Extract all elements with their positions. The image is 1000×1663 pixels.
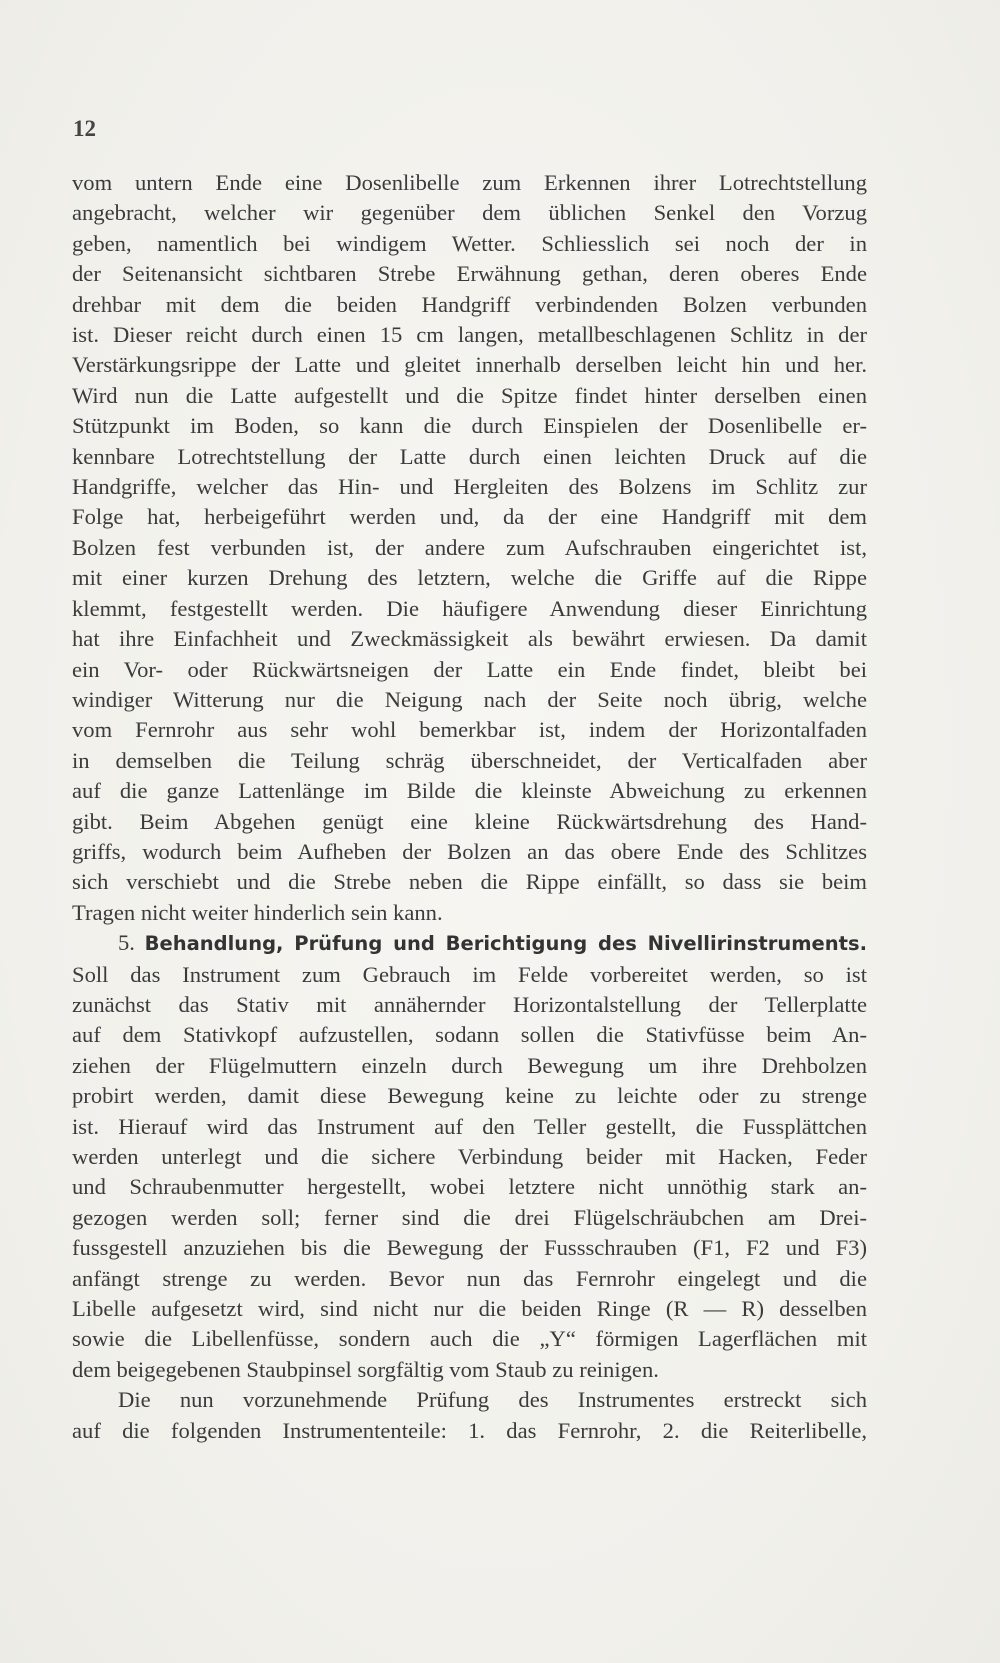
text-line: gibt. Beim Abgehen genügt eine kleine Rückwärtsdrehung des Hand- [72,808,867,834]
text-line: dem beigegebenen Staubpinsel sorgfältig vom Staub zu reinigen. [72,1356,659,1382]
text-line: gezogen werden soll; ferner sind die drei Flügelschräubchen am Drei- [72,1204,867,1230]
text-line: Bolzen fest verbunden ist, der andere zum Aufschrauben eingerichtet ist, [72,534,867,560]
section-5 [72,928,867,1385]
text-line: griffs, wodurch beim Aufheben der Bolzen an das obere Ende des Schlitzes [72,838,867,864]
text-line: Libelle aufgesetzt wird, sind nicht nur die beiden Ringe (R — R) desselben [72,1296,867,1322]
text-line: angebracht, welcher wir gegenüber dem üblichen Senkel den Vorzug [72,200,867,226]
text-line: mit einer kurzen Drehung des letztern, welche die Griffe auf die Rippe [72,565,867,591]
text-line: in demselben die Teilung schräg überschneidet, der Verticalfaden aber [72,747,867,773]
text-line: auf dem Stativkopf aufzustellen, sodann sollen die Stativfüsse beim An- [72,1022,867,1048]
text-line: Die nun vorzunehmende Prüfung des Instrumentes erstreckt sich [118,1387,867,1413]
text-line: Folge hat, herbeigeführt werden und, da der eine Handgriff mit dem [72,504,867,530]
section-title: Behandlung, Prüfung und Berichtigung des Nivellirinstruments. [144,932,868,956]
section-heading [72,928,867,959]
text-line: ein Vor- oder Rückwärtsneigen der Latte ein Ende findet, bleibt bei [72,656,867,682]
text-line: und Schraubenmutter hergestellt, wobei letztere nicht unnöthig stark an- [72,1174,867,1200]
text-line: Handgriffe, welcher das Hin- und Hergleiten des Bolzens im Schlitz zur [72,474,867,500]
text-line: anfängt strenge zu werden. Bevor nun das Fernrohr eingelegt und die [72,1265,867,1291]
text-line: Verstärkungsrippe der Latte und gleitet innerhalb derselben leicht hin und her. [72,352,867,378]
text-line: probirt werden, damit diese Bewegung keine zu leichte oder zu strenge [72,1083,867,1109]
text-line: Stützpunkt im Boden, so kann die durch Einspielen der Dosenlibelle er- [72,413,867,439]
paragraph-3 [72,1385,867,1446]
text-line: auf die ganze Lattenlänge im Bilde die kleinste Abweichung zu erkennen [72,778,867,804]
text-line: hat ihre Einfachheit und Zweckmässigkeit als bewährt erwiesen. Da damit [72,626,867,652]
text-line: klemmt, festgestellt werden. Die häufigere Anwendung dieser Einrichtung [72,595,867,621]
text-line: werden unterlegt und die sichere Verbindung beider mit Hacken, Feder [72,1144,867,1169]
text-line: auf die folgenden Instrumententeile: 1. das Fernrohr, 2. die Reiterlibelle, [72,1417,867,1443]
text-line: Tragen nicht weiter hinderlich sein kann. [72,899,443,925]
text-line: geben, namentlich bei windigem Wetter. Schliesslich sei noch der in [72,230,867,256]
text-line: windiger Witterung nur die Neigung nach der Seite noch übrig, welche [72,686,867,712]
text-line: sowie die Libellenfüsse, sondern auch die „Y“ förmigen Lagerflächen mit [72,1326,867,1352]
text-line: sich verschiebt und die Strebe neben die Rippe einfällt, so dass sie beim [72,869,867,895]
page-number: 12 [73,116,96,141]
text-line: der Seitenansicht sichtbaren Strebe Erwähnung gethan, deren oberes Ende [72,261,867,287]
text-line: ist. Hierauf wird das Instrument auf den Teller gestellt, die Fussplättchen [72,1113,867,1139]
text-line: zunächst das Stativ mit annähernder Horizontalstellung der Tellerplatte [72,991,867,1017]
body-text [72,168,867,1446]
section-number: 5. [118,930,135,956]
text-line: ziehen der Flügelmuttern einzeln durch Bewegung um ihre Drehbolzen [72,1052,867,1078]
text-line: vom Fernrohr aus sehr wohl bemerkbar ist, indem der Horizontalfaden [72,717,867,743]
text-line: Soll das Instrument zum Gebrauch im Felde vorbereitet werden, so ist [72,961,867,987]
text-line: ist. Dieser reicht durch einen 15 cm langen, metallbeschlagenen Schlitz in der [72,322,867,348]
paragraph-1 [72,168,867,928]
text-line: vom untern Ende eine Dosenlibelle zum Erkennen ihrer Lotrechtstellung [72,170,867,195]
text-line: kennbare Lotrechtstellung der Latte durch einen leichten Druck auf die [72,443,867,469]
text-line: fussgestell anzuziehen bis die Bewegung der Fussschrauben (F1, F2 und F3) [72,1235,867,1261]
text-line: Wird nun die Latte aufgestellt und die Spitze findet hinter derselben einen [72,382,867,408]
text-line: drehbar mit dem die beiden Handgriff verbindenden Bolzen verbunden [72,291,867,317]
